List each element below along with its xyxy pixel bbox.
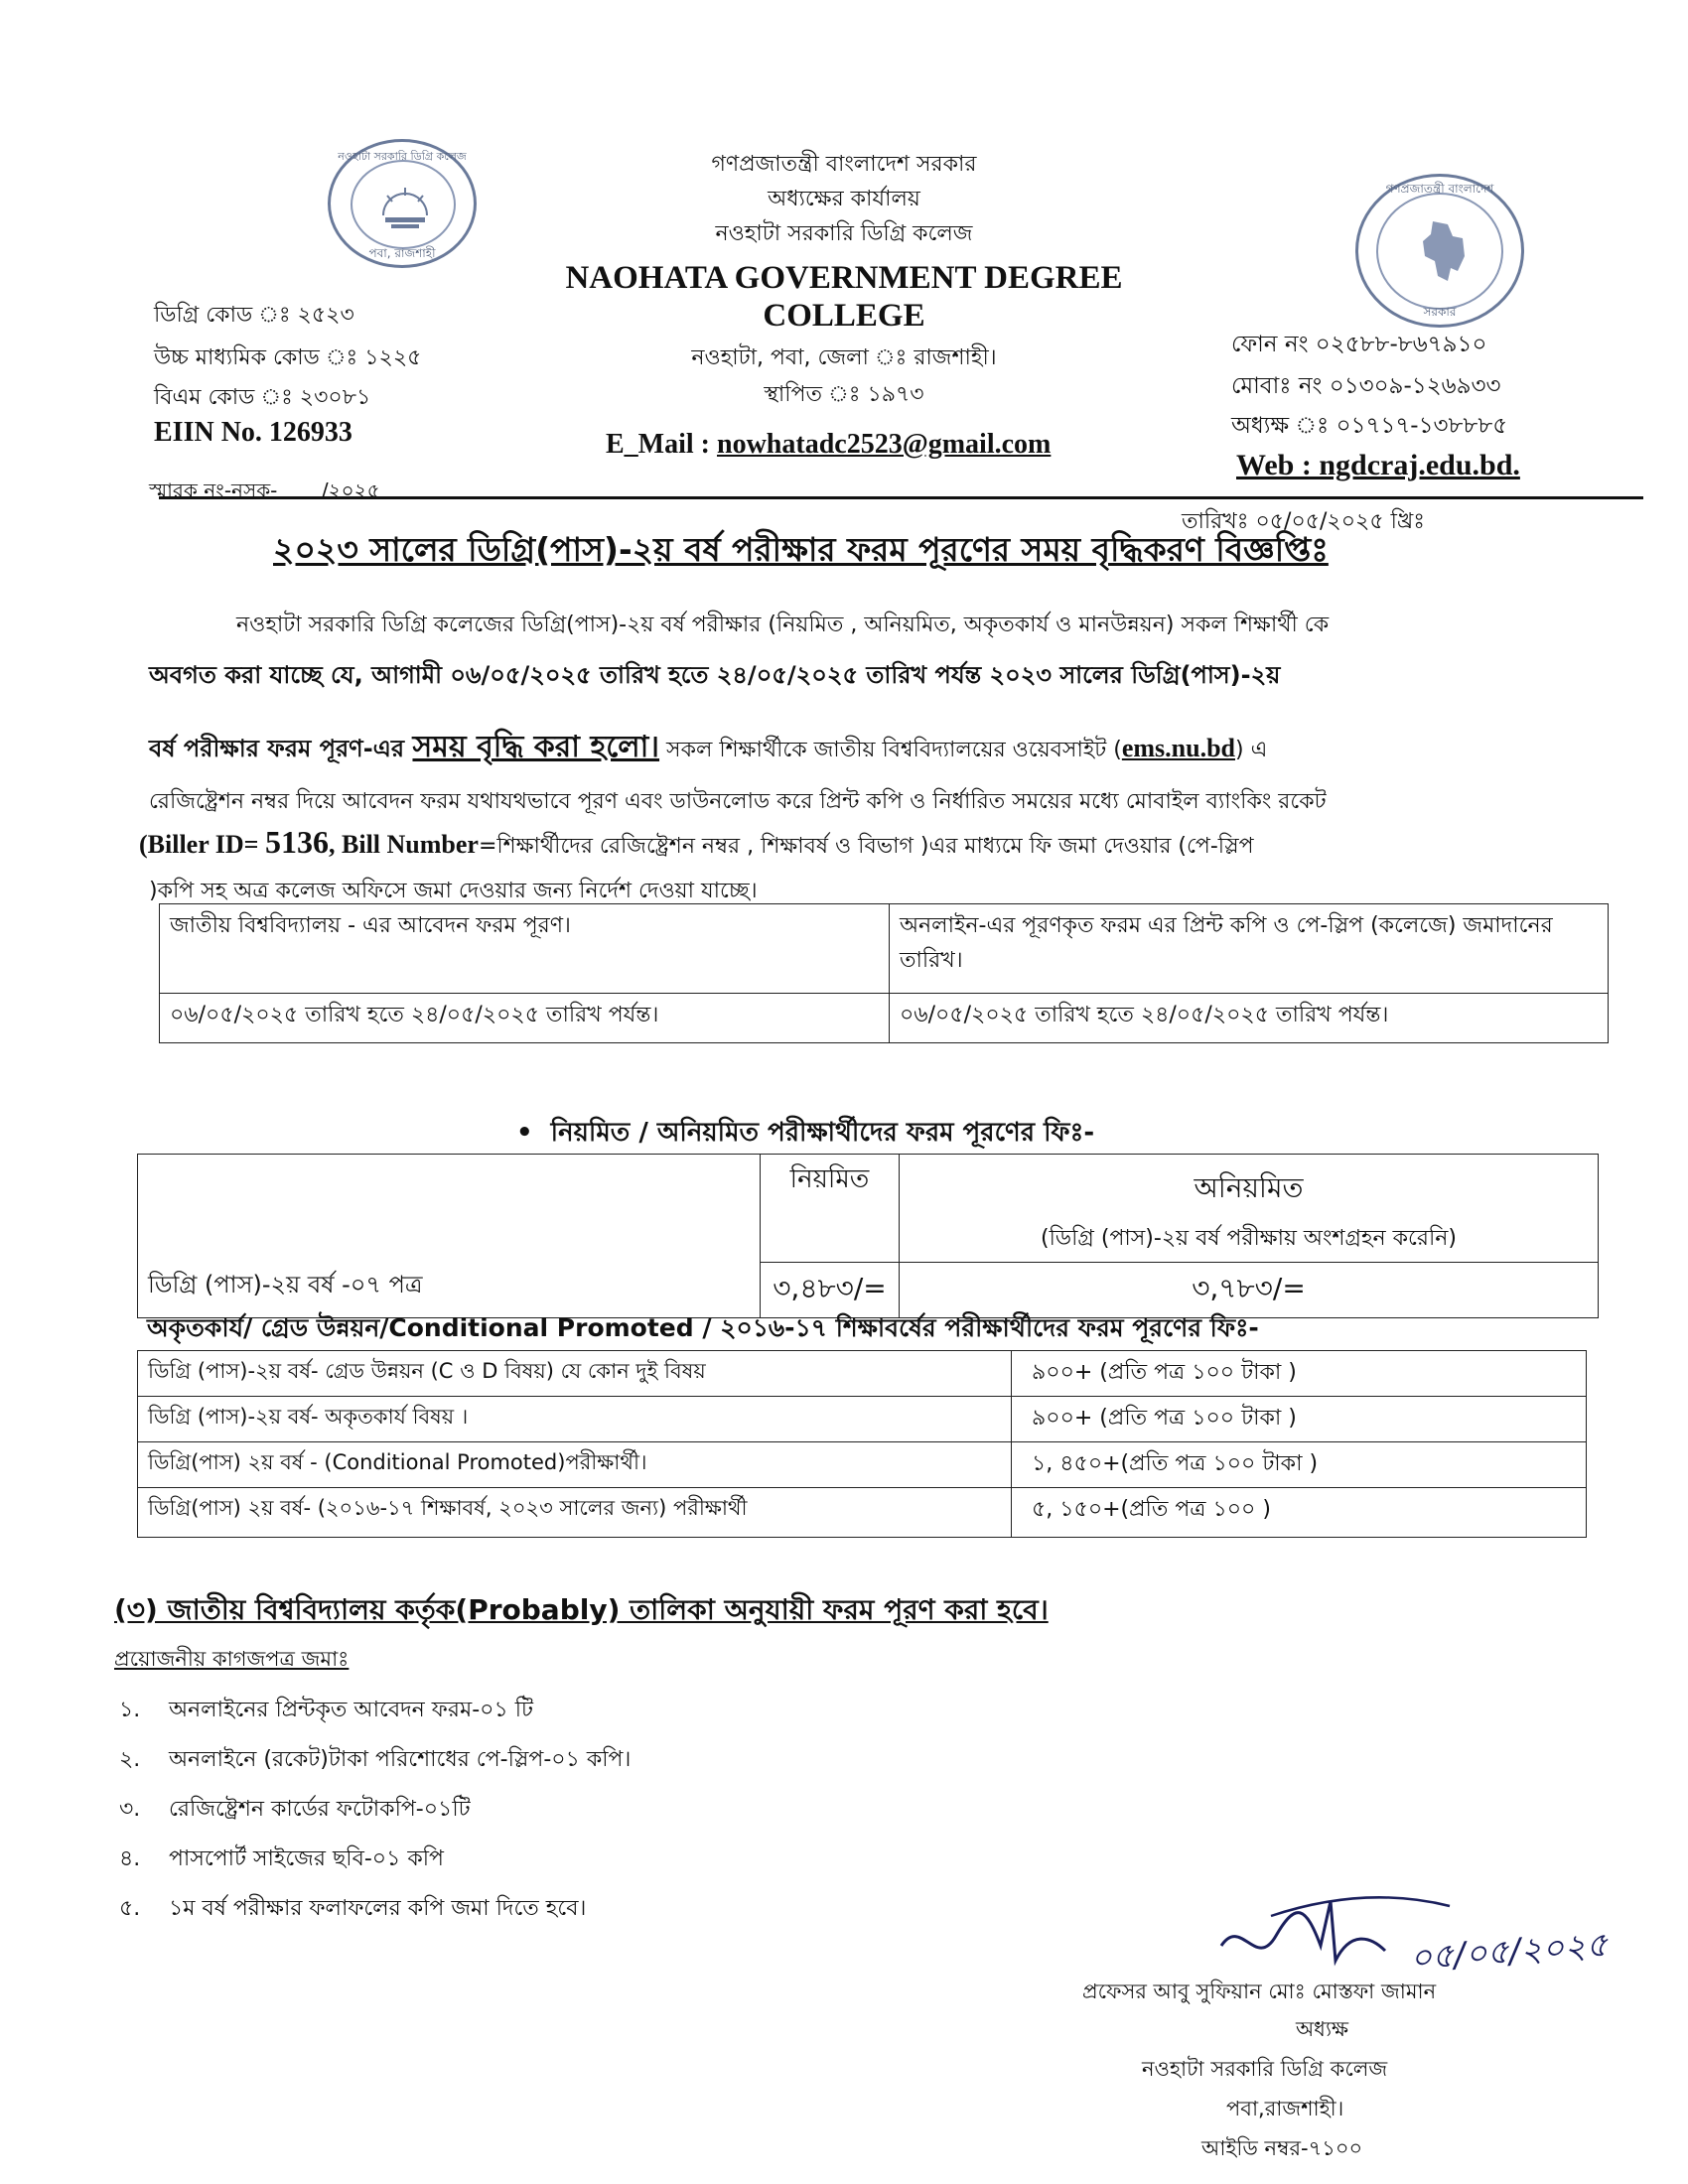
fee-row-label: ডিগ্রি(পাস) ২য় বর্ষ - (Conditional Promoted)পরীক্ষার্থী। bbox=[138, 1442, 1012, 1488]
line3-end: ) এ bbox=[1235, 738, 1268, 762]
schedule-header-nu: জাতীয় বিশ্ববিদ্যালয় - এর আবেদন ফরম পূরণ। bbox=[160, 904, 890, 994]
item-number: ৩. bbox=[119, 1797, 141, 1822]
item-text: রেজিষ্ট্রেশন কার্ডের ফটোকপি-০১টি bbox=[169, 1797, 471, 1822]
signatory-name: প্রফেসর আবু সুফিয়ান মোঃ মোস্তফা জামান bbox=[1082, 1979, 1437, 2003]
regular-fee-table bbox=[137, 1154, 1599, 1318]
header-divider bbox=[159, 496, 1643, 499]
document-item bbox=[119, 1742, 631, 1779]
hsc-code: উচ্চ মাধ্যমিক কোড ঃ ১২২৫ bbox=[154, 345, 422, 370]
bm-code: বিএম কোড ঃ ২৩০৮১ bbox=[154, 385, 371, 410]
govt-line: গণপ্রজাতন্ত্রী বাংলাদেশ সরকার bbox=[711, 152, 977, 177]
notice-line-5 bbox=[139, 824, 1254, 866]
irregular-note: (ডিগ্রি (পাস)-২য় বর্ষ পরীক্ষায় অংশগ্রহন করেনি) bbox=[1041, 1226, 1457, 1251]
time-extended-text: সময় বৃদ্ধি করা হলো। bbox=[412, 730, 660, 764]
fee-corner-cell bbox=[138, 1155, 761, 1263]
biller-id-value: 5136 bbox=[265, 824, 329, 860]
item-text: পাসপোর্ট সাইজের ছবি-০১ কপি bbox=[169, 1846, 444, 1871]
address-line: নওহাটা, পবা, জেলা ঃ রাজশাহী। bbox=[691, 345, 997, 370]
college-en-2: COLLEGE bbox=[763, 298, 925, 334]
phone-number: ফোন নং ০২৫৮৮-৮৬৭৯১০ bbox=[1231, 332, 1487, 357]
signatory-college: নওহাটা সরকারি ডিগ্রি কলেজ bbox=[1142, 2057, 1388, 2081]
notice-title: ২০২৩ সালের ডিগ্রি(পাস)-২য় বর্ষ পরীক্ষার ফরম পূরণের সময় বৃদ্ধিকরণ বিজ্ঞপ্তিঃ bbox=[273, 530, 1329, 569]
office-line: অধ্যক্ষের কার্যালয় bbox=[768, 187, 920, 211]
college-en-1: NAOHATA GOVERNMENT DEGREE bbox=[565, 260, 1123, 296]
bangladesh-map-icon bbox=[1413, 216, 1473, 286]
fee-row bbox=[138, 1442, 1587, 1488]
document-item bbox=[119, 1891, 586, 1928]
line5-rest: =শিক্ষার্থীদের রেজিষ্ট্রেশন নম্বর , শিক্ষাবর্ষ ও বিভাগ )এর মাধ্যমে ফি জমা দেওয়ার (পে-স্লিপ bbox=[478, 834, 1254, 859]
fee-row bbox=[138, 1351, 1587, 1397]
email-address[interactable]: nowhatadc2523@gmail.com bbox=[717, 429, 1052, 460]
document-item bbox=[119, 1792, 471, 1829]
fee-title-text: নিয়মিত / অনিয়মিত পরীক্ষার্থীদের ফরম পূরণের ফিঃ- bbox=[550, 1118, 1095, 1148]
notice-line-3 bbox=[149, 723, 1267, 773]
line3-mid: সকল শিক্ষার্থীকে জাতীয় বিশ্ববিদ্যালয়ের ওয়েবসাইট ( bbox=[659, 738, 1122, 762]
item-text: অনলাইনে (রকেট)টাকা পরিশোধের পে-স্লিপ-০১ কপি। bbox=[169, 1747, 632, 1772]
item-text: অনলাইনের প্রিন্টকৃত আবেদন ফরম-০১ টি bbox=[169, 1698, 533, 1722]
fee-row-label: ডিগ্রি (পাস)-২য় বর্ষ- গ্রেড উন্নয়ন (C ও D বিষয়) যে কোন দুই বিষয় bbox=[138, 1351, 1012, 1397]
notice-line-2: অবগত করা যাচ্ছে যে, আগামী ০৬/০৫/২০২৫ তারিখ হতে ২৪/০৫/২০২৫ তারিখ পর্যন্ত ২০২৩ সালের ডিগ্রি(পাস)-২য় bbox=[149, 661, 1281, 689]
established-line: স্থাপিত ঃ ১৯৭৩ bbox=[764, 382, 924, 407]
notice-line-6: )কপি সহ অত্র কলেজ অফিসে জমা দেওয়ার জন্য নির্দেশ দেওয়া যাচ্ছে। bbox=[149, 879, 758, 903]
notice-date: তারিখঃ ০৫/০৫/২০২৫ খ্রিঃ bbox=[1182, 509, 1426, 534]
fee-row bbox=[138, 1488, 1587, 1538]
seal-right-bottom: সরকার bbox=[1423, 305, 1457, 319]
college-seal bbox=[328, 139, 477, 268]
notice-line-1: নওহাটা সরকারি ডিগ্রি কলেজের ডিগ্রি(পাস)-২য় বর্ষ পরীক্ষার (নিয়মিত , অনিয়মিত, অকৃতকার্য ও মানউন্নয়ন) সকল শিক্ষার্থী কে bbox=[236, 613, 1330, 637]
item-text: ১ম বর্ষ পরীক্ষার ফলাফলের কপি জমা দিতে হবে। bbox=[169, 1896, 587, 1921]
irregular-title: অনিয়মিত bbox=[1194, 1171, 1304, 1204]
seal-right-text: গণপ্রজাতন্ত্রী বাংলাদেশ bbox=[1385, 182, 1494, 196]
principal-number: অধ্যক্ষ ঃ ০১৭১৭-১৩৮৮৮৫ bbox=[1231, 413, 1508, 439]
biller-id-label: (Biller ID= bbox=[139, 830, 265, 859]
col-regular-header: নিয়মিত bbox=[761, 1155, 900, 1263]
regular-fee-value: ৩,৪৮৩/= bbox=[761, 1263, 900, 1318]
item-number: ১. bbox=[119, 1698, 141, 1722]
line3-start: বর্ষ পরীক্ষার ফরম পূরণ-এর bbox=[149, 735, 413, 762]
fee-row bbox=[138, 1397, 1587, 1442]
probably-note: (৩) জাতীয় বিশ্ববিদ্যালয় কর্তৃক(Probably) তালিকা অনুযায়ী ফরম পূরণ করা হবে। bbox=[114, 1593, 1049, 1626]
col-irregular-header bbox=[900, 1155, 1599, 1263]
item-number: ৫. bbox=[119, 1896, 141, 1921]
fee-row-amount: ১, ৪৫০+(প্রতি পত্র ১০০ টাকা ) bbox=[1012, 1442, 1587, 1488]
email-label: E_Mail : bbox=[606, 429, 717, 460]
fee-row-amount: ৯০০+ (প্রতি পত্র ১০০ টাকা ) bbox=[1012, 1397, 1587, 1442]
bill-number-label: , Bill Number bbox=[329, 830, 479, 859]
website[interactable]: Web : ngdcraj.edu.bd. bbox=[1236, 449, 1520, 481]
fee-row-label: ডিগ্রি(পাস) ২য় বর্ষ- (২০১৬-১৭ শিক্ষাবর্ষ, ২০২৩ সালের জন্য) পরীক্ষার্থী bbox=[138, 1488, 1012, 1538]
govt-seal bbox=[1355, 174, 1524, 328]
bullet-icon: • bbox=[516, 1118, 533, 1148]
ems-website-link[interactable]: ems.nu.bd bbox=[1121, 734, 1235, 762]
schedule-header-college: অনলাইন-এর পূরণকৃত ফরম এর প্রিন্ট কপি ও পে-স্লিপ (কলেজে) জমাদানের তারিখ। bbox=[890, 904, 1609, 994]
irregular-fee-value: ৩,৭৮৩/= bbox=[900, 1263, 1599, 1318]
fee-bullet-title bbox=[516, 1112, 1094, 1156]
memo-number: স্মারক নং-নসক- /২০২৫ bbox=[149, 478, 380, 502]
fee-row-amount: ৫, ১৫০+(প্রতি পত্র ১০০ ) bbox=[1012, 1488, 1587, 1538]
item-number: ২. bbox=[119, 1747, 141, 1772]
schedule-table bbox=[159, 903, 1609, 1043]
sun-emblem-icon bbox=[375, 182, 435, 231]
documents-title: প্রয়োজনীয় কাগজপত্র জমাঃ bbox=[114, 1647, 350, 1671]
document-item bbox=[119, 1842, 444, 1878]
college-bn: নওহাটা সরকারি ডিগ্রি কলেজ bbox=[715, 221, 973, 246]
eiin-number: EIIN No. 126933 bbox=[154, 417, 352, 448]
signatory-designation: অধ্যক্ষ bbox=[1296, 2017, 1349, 2041]
schedule-date-college: ০৬/০৫/২০২৫ তারিখ হতে ২৪/০৫/২০২৫ তারিখ পর্যন্ত। bbox=[890, 994, 1609, 1043]
email-line bbox=[606, 429, 1051, 461]
schedule-date-nu: ০৬/০৫/২০২৫ তারিখ হতে ২৪/০৫/২০২৫ তারিখ পর্যন্ত। bbox=[160, 994, 890, 1043]
degree-row-label: ডিগ্রি (পাস)-২য় বর্ষ -০৭ পত্র bbox=[138, 1263, 761, 1318]
item-number: ৪. bbox=[119, 1846, 141, 1871]
mobile-number: মোবাঃ নং ০১৩০৯-১২৬৯৩৩ bbox=[1231, 373, 1501, 399]
notice-line-4: রেজিষ্ট্রেশন নম্বর দিয়ে আবেদন ফরম যথাযথভাবে পূরণ এবং ডাউনলোড করে প্রিন্ট কপি ও নির্ধারিত সময়ের মধ্যে মোবাইল ব্যাংকিং রকেট bbox=[149, 789, 1327, 814]
other-fee-title: অকৃতকার্য/ গ্রেড উন্নয়ন/Conditional Promoted / ২০১৬-১৭ শিক্ষাবর্ষের পরীক্ষার্থীদের ফরম পূরণের ফিঃ- bbox=[147, 1313, 1259, 1342]
signatory-location: পবা,রাজশাহী। bbox=[1226, 2097, 1344, 2120]
degree-code: ডিগ্রি কোড ঃ ২৫২৩ bbox=[154, 303, 354, 328]
document-item bbox=[119, 1693, 533, 1729]
signatory-id: আইডি নম্বর-৭১০০ bbox=[1201, 2136, 1363, 2160]
signature-date: ০৫/০৫/২০২৫ bbox=[1408, 1925, 1610, 1979]
fee-row-label: ডিগ্রি (পাস)-২য় বর্ষ- অকৃতকার্য বিষয় । bbox=[138, 1397, 1012, 1442]
seal-left-bottom: পবা, রাজশাহী bbox=[368, 246, 436, 260]
seal-left-text: নওহাটা সরকারি ডিগ্রি কলেজ bbox=[338, 150, 467, 163]
other-fee-table bbox=[137, 1350, 1587, 1538]
fee-row-amount: ৯০০+ (প্রতি পত্র ১০০ টাকা ) bbox=[1012, 1351, 1587, 1397]
